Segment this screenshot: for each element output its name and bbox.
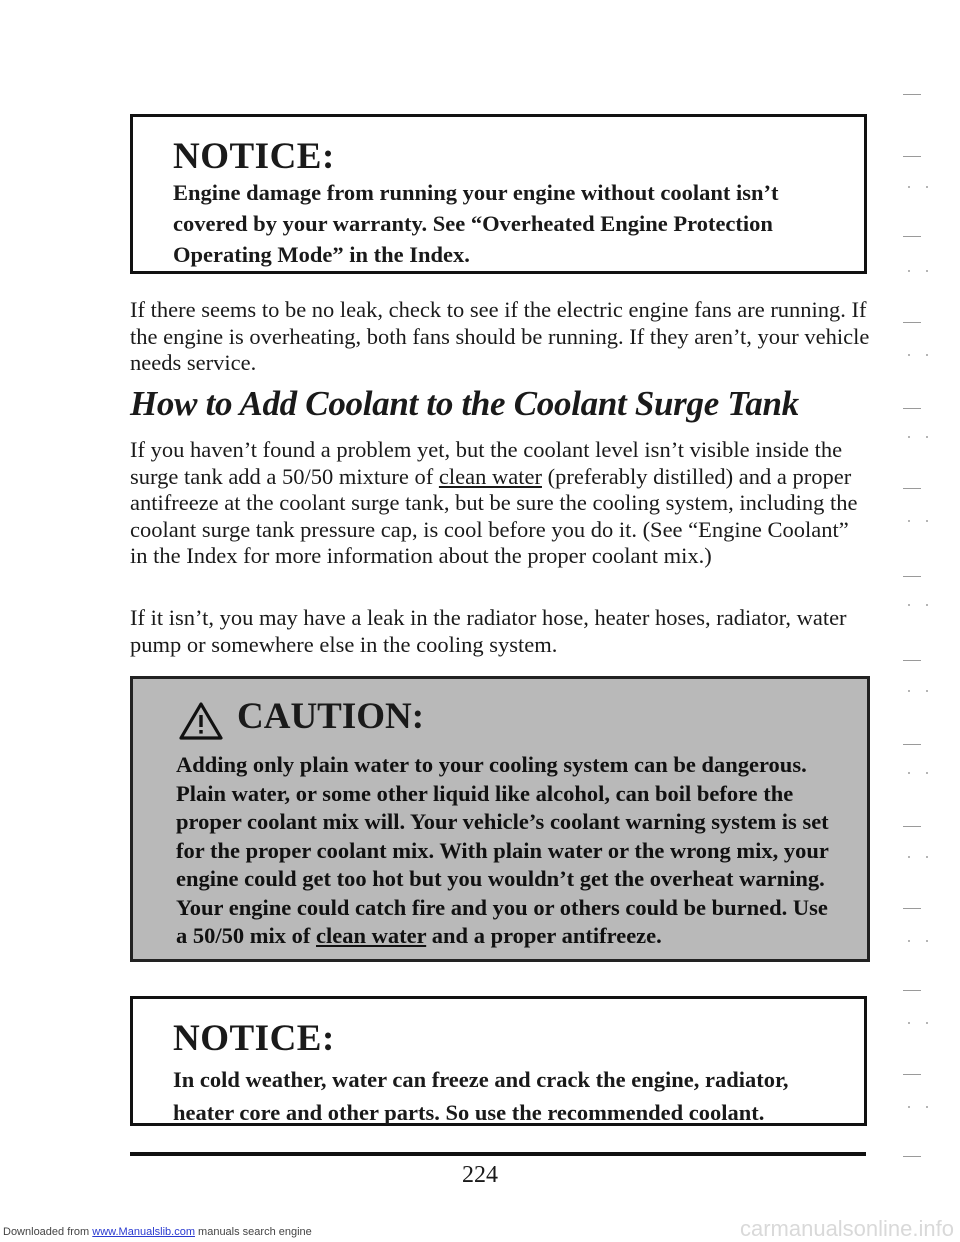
clean-water-term: clean water [316,923,427,948]
notice-body: In cold weather, water can freeze and crack the engine, radiator, heater core and other parts. So use the recommended coolant. [173,1067,789,1125]
caution-body [176,751,837,951]
footer-rule [130,1152,866,1156]
paragraph-text: (preferably distilled) and a proper antifreeze at the coolant surge tank, but be sure the cooling system, including the coolant surge tank pressure cap, is cool before you do it. (See “Engine Coolant” in the Index for more information about the proper coolant mix.) [130,463,858,568]
notice-box-cold-weather [130,996,867,1126]
notice-title: NOTICE: [173,136,335,177]
notice-title: NOTICE: [173,1018,335,1059]
caution-box [130,676,870,962]
watermark-text: Downloaded from [3,1226,93,1238]
warning-triangle-icon [179,701,223,741]
paragraph-fans: If there seems to be no leak, check to see if the electric engine fans are running. If the engine is overheating, both fans should be running. If they aren’t, your vehicle needs service. [130,297,870,375]
download-watermark [3,1226,312,1238]
paragraph-add-coolant [130,437,870,570]
notice-box-warranty [130,114,867,274]
caution-text: Adding only plain water to your cooling system can be dangerous. Plain water, or some other liquid like alcohol, can boil before the proper coolant mix will. Your vehicle’s coolant warning system is set for the proper coolant mix. With plain water or the wrong mix, your engine could get too hot but you wouldn’t get the overheat warning. Your engine could catch fire and you or others could be burned. Use a 50/50 mix of [176,752,829,948]
paragraph-text: If you haven’t found a problem yet, but the coolant level isn’t visible inside the surge tank add a 50/50 mixture of [130,437,843,489]
page-number: 224 [462,1162,498,1188]
section-heading: How to Add Coolant to the Coolant Surge Tank [130,384,799,423]
paragraph-leak: If it isn’t, you may have a leak in the radiator hose, heater hoses, radiator, water pump or somewhere else in the cooling system. [130,605,847,657]
watermark-text: manuals search engine [194,1226,312,1238]
notice-body: Engine damage from running your engine without coolant isn’t covered by your warranty. See “Overheated Engine Protection Operating Mode” in the Index. [173,180,779,267]
manualslib-link[interactable]: www.Manualslib.com [92,1226,195,1238]
site-watermark: carmanualsonline.info [739,1216,954,1241]
caution-text: and a proper antifreeze. [426,923,662,948]
caution-title: CAUTION: [237,696,425,737]
clean-water-term: clean water [438,463,542,489]
